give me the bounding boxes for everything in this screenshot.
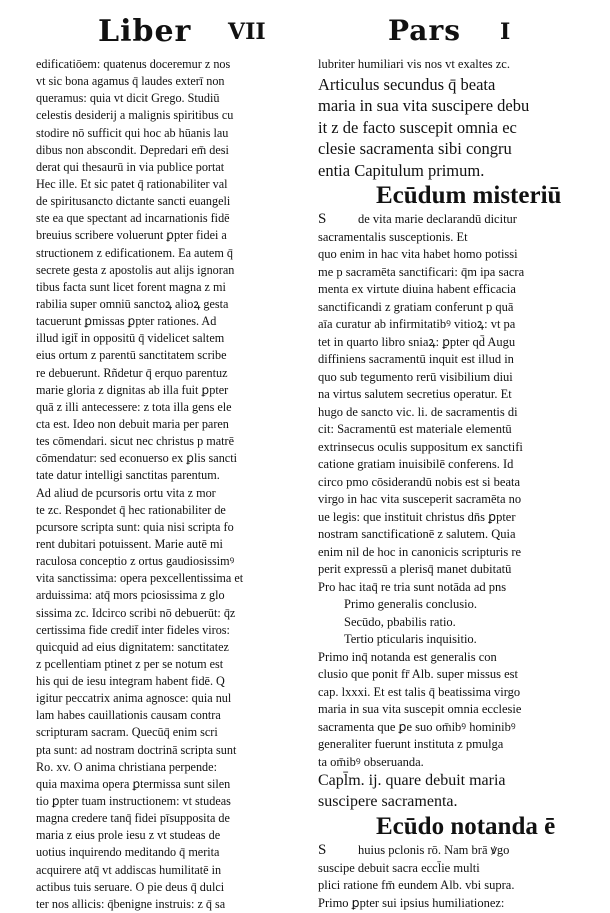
right-text-column (318, 56, 596, 912)
text-line: Ro. xv. O anima christiana perpende: (36, 759, 217, 774)
text-line: igitur peccatrix anima agnosce: quia nul (36, 691, 232, 706)
text-line: magna credere tanq̄ fidei pīsupposita de (36, 811, 230, 826)
text-line: circo pmo cōsiderandū nobis est si beata (318, 474, 521, 489)
text-line: rabilia super omniū sanctoꝝ alioꝝ gesta (36, 296, 229, 311)
drop-initial: S (318, 211, 327, 227)
text-line: breuius scribere voluerunt ꝑpter fidei a (36, 228, 227, 243)
text-line: edificatiōem: quatenus doceremur z nos (36, 57, 231, 71)
text-line: certissima fide credit̄ inter fideles viros: (36, 622, 230, 637)
text-line: tet in quarto libro sniaꝝ: ꝑpter qd̄ Augu (318, 334, 516, 349)
text-line: clusio que ponit fr̄ Alb. super missus est (318, 667, 518, 681)
text-line: cta est. Ideo non debuit maria per paren (36, 416, 229, 431)
text-line: enim nil de hoc in canonicis scripturis re (318, 544, 522, 559)
text-line: nostram sanctificationē z salutem. Quia (318, 527, 516, 541)
text-line: tacuerunt ꝑmissas ꝑpter rationes. Ad (36, 314, 217, 329)
running-head-book-number: VII (228, 19, 266, 45)
text-line: quia maxima opera ꝑtermissa sunt silen (36, 776, 231, 791)
article-title (318, 74, 596, 182)
text-line: Primo inq̄ notanda est generalis con (318, 649, 497, 664)
text-line: menta ex virtute diuina habent efficacia (318, 282, 516, 296)
text-line: vt sic bona agamus q̄ laudes exterī non (36, 74, 225, 89)
first-body-line-2: huius pclonis rō. Nam brā ꝟgo (358, 843, 510, 857)
enumerated-list (318, 596, 596, 649)
article-body (318, 229, 596, 597)
text-line: maria in sua vita suscepit omnia ecclesie (318, 702, 522, 716)
article-title-line: maria in sua vita suscipere debu (318, 96, 530, 115)
text-line: generaliter fuerunt instituta z pmulga (318, 737, 504, 751)
text-line: arduissima: atq̄ mors pciosissima z glo (36, 588, 225, 603)
chapter-heading-line: Capl̄m. ij. quare debuit maria (318, 772, 506, 789)
text-line: tate datur intelligi sanctitas parentum. (36, 468, 220, 483)
text-line: structionem z edificationem. Ea autem q̄ (36, 245, 233, 260)
text-line: pta sunt: ad nostram doctrinā scripta sunt (36, 742, 237, 757)
text-line: celestis desiderij a malignis spiritibus cu (36, 108, 234, 123)
text-line: secrete gesta z apostolis aut alijs ignoran (36, 262, 235, 277)
text-line: uotius inquirendo meditando q̄ merita (36, 845, 220, 860)
text-line: plici ratione fm̄ eundem Alb. vbi supra. (318, 878, 515, 892)
text-line: quo sub tegumento rerū visibilium diui (318, 369, 513, 384)
running-head-liber: Liber (98, 14, 192, 49)
drop-initial-2: S (318, 842, 327, 858)
text-line: ue legis: que instituit christus dn̄s ꝑpter (318, 509, 516, 524)
text-line: maria z eius prole iesu z vt studeas de (36, 828, 221, 843)
text-line: cōmendatur: sed econuerso ex ꝑlis sancti (36, 451, 237, 466)
text-line: ter nos allicis: q̄benigne instruis: z q̄ sa (36, 896, 226, 911)
text-line: Pro hac itaq̄ re tria sunt notāda ad pns (318, 579, 507, 594)
text-line: perit expressū a plerisq̄ manet dubitatū (318, 562, 512, 576)
text-line: me p sacramēta sanctificari: q̄m ipa sacra (318, 264, 525, 279)
chapter-heading (318, 771, 596, 812)
text-line: aīa curatur ab infirmitatibꝰ vitioꝝ: vt pa (318, 317, 516, 331)
text-line: sacramentalis susceptionis. Et (318, 229, 468, 244)
text-line: na virtus salutem secretius operatur. Et (318, 387, 512, 401)
text-line: stodire nō sufficit qui hoc ab hūanis lau (36, 125, 229, 140)
text-line: virgo in hac vita susceperit sacramēta no (318, 492, 522, 506)
article-title-line: clesie sacramenta sibi congru (318, 139, 512, 158)
article-title-line: entia Capitulum primum. (318, 160, 485, 180)
first-body-line: de vita marie declarandū dicitur (358, 212, 517, 226)
text-line: scripturam sacram. Quecūq̄ enim scri (36, 725, 218, 740)
conclusion-paragraph (318, 649, 596, 772)
text-line: marie gloria z dignitas ab illa fuit ꝑpter (36, 382, 229, 397)
text-line: sissima zc. Idcirco scribi nō debuerūt: q̄z (36, 605, 236, 620)
text-line: Hec ille. Et sic patet q̄ rationabiliter val (36, 176, 228, 191)
text-line: dibus non abscondit. Depredari em̄ desi (36, 142, 229, 157)
text-line: tes cōmendari. sicut nec christus p matrē (36, 434, 234, 449)
running-head-part-number: I (500, 19, 511, 45)
chapter-heading-line: suscipere sacramenta. (318, 792, 458, 810)
text-line: his qui de iesu integram habent fidē. Q (36, 674, 225, 689)
text-line: illud igit̄ in oppositū q̄ videlicet saltem (36, 331, 225, 346)
text-line: derat qui thesaurū in via publice portat (36, 159, 225, 174)
article-title-line: Articulus secundus q̄ beata (318, 74, 496, 94)
text-line: lam habes cauillationis causam contra (36, 708, 221, 723)
text-line: cit: Sacramentū est materiale elementū (318, 422, 512, 436)
text-line: queramus: quia vt dicit Grego. Studiū (36, 91, 220, 106)
drop-initial-row (318, 211, 596, 229)
text-line: re debuerunt. Rñdetur q̄ erquo parentuz (36, 365, 228, 380)
text-line: hugo de sancto vic. li. de sacramentis di (318, 404, 518, 419)
text-line: ta om̄ibꝰ obseruanda. (318, 754, 424, 769)
text-line: tio ꝑpter tuam instructionem: vt studeas (36, 794, 231, 809)
text-line: extrinsecus oculis suppositum ex sanctifi (318, 439, 523, 454)
text-line: rent dubitari potuissent. Marie autē mi (36, 536, 223, 551)
text-line: tibus facta sunt licet forent magna z mi (36, 279, 226, 294)
list-item: Secūdo, pbabilis ratio. (344, 614, 456, 629)
text-line: pcursore scripta sunt: quia nisi scripta fo (36, 519, 234, 534)
text-line: raculosa conceptio z ortus gaudiosissimꝰ (36, 554, 235, 569)
text-line: de spiritusancto dictante sancti euangeli (36, 194, 231, 209)
text-line: catione gratiam inuisibilē conferens. Id (318, 457, 514, 471)
text-line: cap. lxxxi. Et est talis q̄ beatissima virgo (318, 684, 521, 699)
text-line: quo enim in hac vita habet homo potissi (318, 247, 518, 261)
list-item: Primo generalis conclusio. (344, 597, 477, 611)
text-line: Primo ꝑpter sui ipsius humiliationez: (318, 895, 505, 910)
text-line: sacramenta que ꝑe suo om̄ibꝰ hominibꝰ (318, 719, 516, 734)
section-heading-2: Ecūdo notanda ē (376, 813, 556, 840)
text-line: z pcellentiam ptinet z per se notum est (36, 656, 224, 671)
text-line: eius ortum z parentū sanctitatem scribe (36, 348, 227, 363)
text-line: ste ea que spectant ad incarnationis fidē (36, 211, 230, 226)
text-line: Ad aliud de pcursoris ortu vita z mor (36, 485, 216, 500)
left-text-column (36, 56, 304, 913)
text-line: diffiniens sacramentū inquit est illud in (318, 352, 514, 366)
intro-line: lubriter humiliari vis nos vt exaltes zc. (318, 57, 510, 71)
chapter-body (318, 860, 596, 913)
text-line: vita sanctissima: opera pexcellentissima et (36, 571, 244, 586)
article-title-line: it z de facto suscepit omnia ec (318, 117, 517, 137)
text-line: quā z illi antecessere: z tota illa gens ele (36, 399, 232, 414)
text-line: quicquid ad eius dignitatem: sanctitatez (36, 639, 229, 654)
text-line: actibus tuis seruare. O pie deus q̄ dulci (36, 879, 225, 894)
text-line: sanctificandi z gratiam conferunt p quā (318, 299, 514, 314)
drop-initial-row-2 (318, 842, 596, 860)
text-line: acquirere atq̄ vt addiscas humilitatē in (36, 862, 222, 877)
running-head-pars: Pars (388, 14, 461, 47)
text-line: te zc. Respondet q̄ hec rationabiliter de (36, 502, 226, 517)
list-item: Tertio pticularis inquisitio. (344, 632, 477, 646)
section-heading: Ecūdum misteriū (376, 182, 562, 209)
text-line: suscipe debuit sacra eccl̄ie multi (318, 860, 480, 875)
